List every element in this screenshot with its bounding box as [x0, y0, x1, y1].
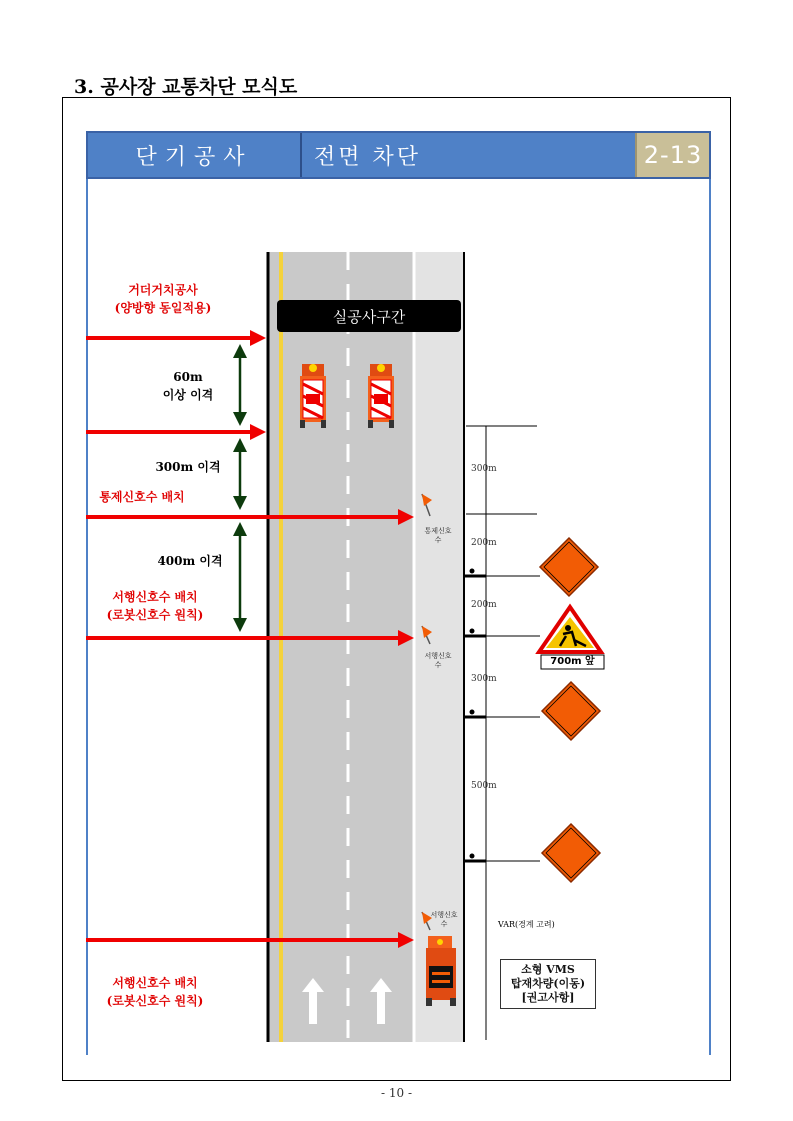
spacing-arrow-400m: [233, 522, 247, 632]
control-flagger-small-line1: 통제신호: [424, 527, 452, 535]
distance-200m-1: 200m: [471, 538, 497, 548]
marker-dots: [470, 569, 475, 859]
distance-500m: 500m: [471, 781, 497, 791]
label-spacing-400m: 400m 이격: [157, 554, 223, 568]
slow-flagger-small-label-2: [422, 911, 466, 929]
warning-sign-3-icon: [542, 824, 600, 882]
page-number: - 10 -: [380, 1086, 412, 1100]
distance-300m-1: 300m: [471, 464, 497, 474]
roadwork-sign-plate: 700m 앞: [550, 656, 595, 667]
construction-zone-banner: 실공사구간: [277, 300, 461, 332]
control-flagger-small-line2: 수: [434, 536, 442, 544]
red-arrow-1: [86, 330, 266, 346]
construction-vehicle-2-icon: [368, 364, 394, 428]
distance-300m-2: 300m: [471, 674, 497, 684]
warning-sign-2-icon: [542, 682, 600, 740]
red-arrow-2: [86, 424, 266, 440]
label-spacing-60m-line2: 이상 이격: [162, 388, 214, 402]
section-title: 3. 공사장 교통차단 모식도: [74, 76, 298, 98]
slow-flagger-small-2-line1: 서행신호: [430, 911, 458, 919]
control-flagger-small-label: [418, 527, 458, 545]
label-spacing-300m: 300m 이격: [155, 460, 221, 474]
var-note: VAR(경계 고려): [498, 920, 555, 929]
label-slow-flagger-2-line2: (로봇신호수 원칙): [106, 994, 204, 1008]
warning-sign-1-icon: [540, 538, 598, 596]
distance-200m-2: 200m: [471, 600, 497, 610]
label-stagger-work-line2: (양방향 동일적용): [114, 301, 212, 315]
spacing-arrow-300m: [233, 438, 247, 510]
vms-vehicle-box: [500, 959, 596, 1009]
label-slow-flagger-2: [100, 974, 210, 1010]
label-slow-flagger-1-line1: 서행신호수 배치: [112, 590, 198, 604]
slow-flagger-small-line1: 서행신호: [424, 652, 452, 660]
vms-line1: 소형 VMS: [521, 963, 575, 976]
vms-line2: 탑재차량(이동): [510, 977, 586, 990]
label-slow-flagger-1: [100, 588, 210, 624]
label-control-flagger: 통제신호수 배치: [99, 490, 185, 504]
label-slow-flagger-2-line1: 서행신호수 배치: [112, 976, 198, 990]
vms-vehicle-icon: [426, 936, 456, 1006]
label-spacing-60m: [156, 368, 220, 404]
vms-line3: [권고사항]: [521, 991, 575, 1004]
slow-flagger-small-2-line2: 수: [440, 920, 448, 928]
label-stagger-work: [108, 281, 218, 317]
header-code: 2-13: [635, 133, 709, 177]
header-work-type: 단기공사: [88, 133, 302, 177]
label-spacing-60m-line1: 60m: [173, 370, 203, 384]
label-slow-flagger-1-line2: (로봇신호수 원칙): [106, 608, 204, 622]
label-stagger-work-line1: 거더거치공사: [128, 283, 198, 297]
distance-markers: [464, 426, 540, 1040]
spacing-arrow-60m: [233, 344, 247, 426]
header-closure-type: 전면 차단: [314, 144, 422, 170]
slow-flagger-small-line2: 수: [434, 661, 442, 669]
traffic-lanes: [268, 252, 414, 1042]
slow-flagger-small-label: [418, 652, 458, 670]
construction-vehicle-1-icon: [300, 364, 326, 428]
